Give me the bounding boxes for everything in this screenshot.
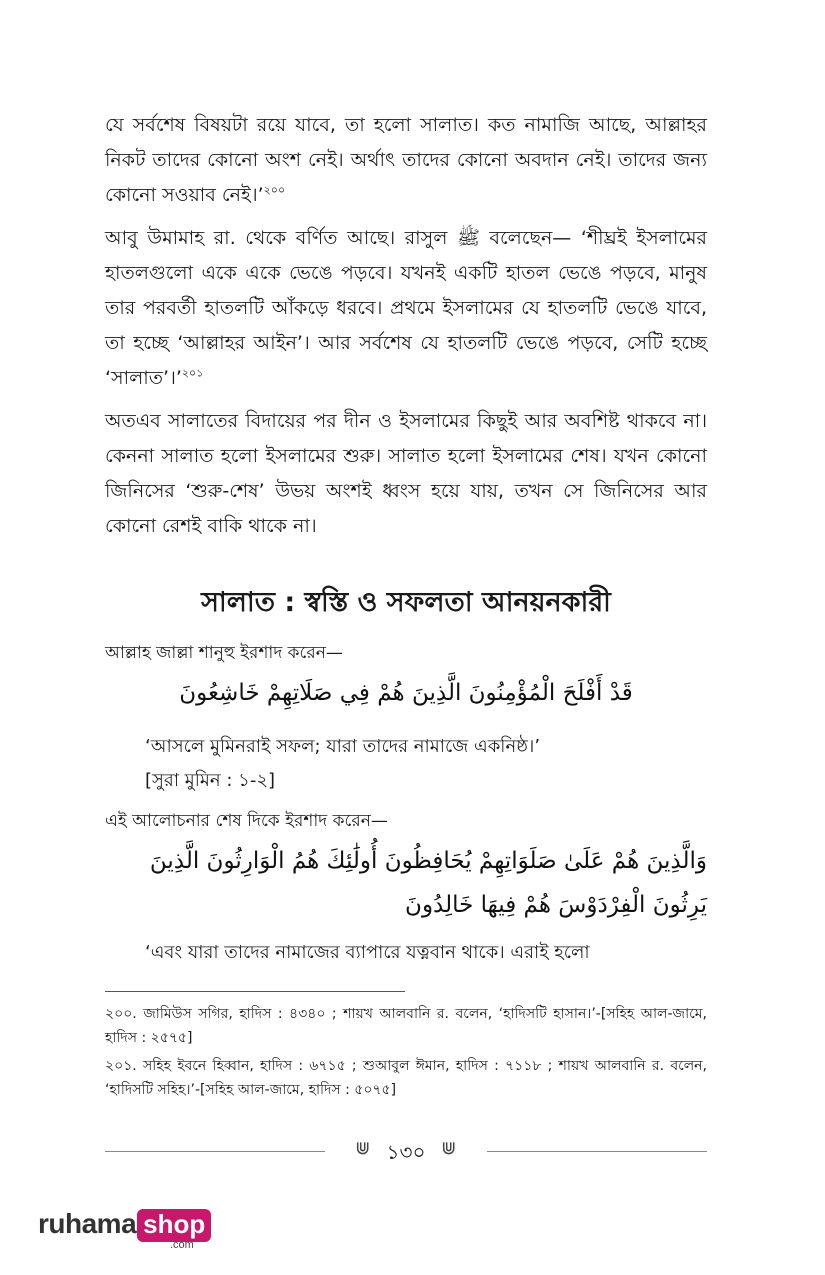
ornament-right-icon: ⋓ [441, 1138, 457, 1159]
translation-1 [145, 730, 707, 798]
paragraph-1: যে সর্বশেষ বিষয়টা রয়ে যাবে, তা হলো সালাত। কত নামাজি আছে, আল্লাহর নিকট তাদের কোনো অংশ নেই। অর্থাৎ তাদের কোনো অবদান নেই। তাদের জন্য কোনো সওয়াব নেই।’$^{২০০}$ [105, 114, 707, 206]
page-number: ১৩০ [386, 1140, 426, 1164]
logo-dotcom: .com [170, 1239, 194, 1251]
footnote-ref-201: ২০১ [181, 366, 204, 380]
footnote-200: ২০০. জামিউস সগির, হাদিস : ৪৩৪০ ; শায়খ আলবানি র. বলেন, ‘হাদিসটি হাসান।’-[সহিহ আল-জামে, হাদিস : ২৫৭৫] [105, 1006, 707, 1046]
logo-shop: shop [137, 1209, 211, 1242]
body-text [105, 108, 707, 552]
translation-1-ref: [সুরা মুমিন : ১-২] [145, 770, 276, 791]
section-heading: সালাত : স্বস্তি ও সফলতা আনয়নকারী [201, 587, 611, 618]
ornament-left-icon: ⋓ [355, 1138, 371, 1159]
footnote-ref-200: ২০০ [263, 183, 286, 197]
translation-2: ‘এবং যারা তাদের নামাজের ব্যাপারে যত্নবান থাকে। এরাই হলো [145, 942, 590, 963]
paragraph-3: অতএব সালাতের বিদায়ের পর দীন ও ইসলামের কিছুই আর অবশিষ্ট থাকবে না। কেননা সালাত হলো ইসলামের শুরু। সালাত হলো ইসলামের শেষ। যখন কোনো জিনিসের ‘শুরু-শেষ’ উভয় অংশই ধ্বংস হয়ে যায়, তখন সে জিনিসের আর কোনো রেশই বাকি থাকে না। [105, 410, 707, 537]
translation-1-text: ‘আসলে মুমিনরাই সফল; যারা তাদের নামাজে একনিষ্ঠ।’ [145, 736, 541, 757]
arabic-verse-2-line-1: وَالَّذِينَ هُمْ عَلَىٰ صَلَوَاتِهِمْ يُحَافِظُونَ أُولَٰئِكَ هُمُ الْوَارِثُونَ الَّذِينَ [149, 848, 707, 874]
arabic-verse-2-line-2: يَرِثُونَ الْفِرْدَوْسَ هُمْ فِيهَا خَالِدُونَ [405, 892, 707, 918]
arabic-verse-1: قَدْ أَفْلَحَ الْمُؤْمِنُونَ الَّذِينَ هُمْ فِي صَلَاتِهِمْ خَاشِعُونَ [179, 680, 633, 706]
quran-intro-2: এই আলোচনার শেষ দিকে ইরশাদ করেন— [105, 811, 388, 831]
logo-ruhama: ruhama [38, 1208, 137, 1239]
footnotes [105, 1002, 707, 1106]
page-footer [105, 1138, 707, 1168]
ruhamashop-logo [38, 1208, 211, 1251]
footnote-divider [105, 991, 405, 992]
paragraph-2: আবু উমামাহ রা. থেকে বর্ণিত আছে। রাসুল ﷺ বলেছেন— ‘শীঘ্রই ইসলামের হাতলগুলো একে একে ভেঙে পড়বে। যখনই একটি হাতল ভেঙে পড়বে, মানুষ তার পরবর্তী হাতলটি আঁকড়ে ধরবে। প্রথমে ইসলামের যে হাতলটি ভেঙে যাবে, তা হচ্ছে ‘আল্লাহর আইন’। আর সর্বশেষ যে হাতলটি ভেঙে পড়বে, সেটি হচ্ছে ‘সালাত’।’$^{২০১}$ [105, 227, 707, 389]
quran-intro-1: আল্লাহ জাল্লা শানুহু ইরশাদ করেন— [105, 643, 343, 663]
footnote-201: ২০১. সহিহ ইবনে হিব্বান, হাদিস : ৬৭১৫ ; শুআবুল ঈমান, হাদিস : ৭১১৮ ; শায়খ আলবানি র. বলেন, ‘হাদিসটি সহিহ।’-[সহিহ আল-জামে, হাদিস : ৫০৭৫] [105, 1058, 707, 1098]
footer-line-right [487, 1151, 707, 1152]
